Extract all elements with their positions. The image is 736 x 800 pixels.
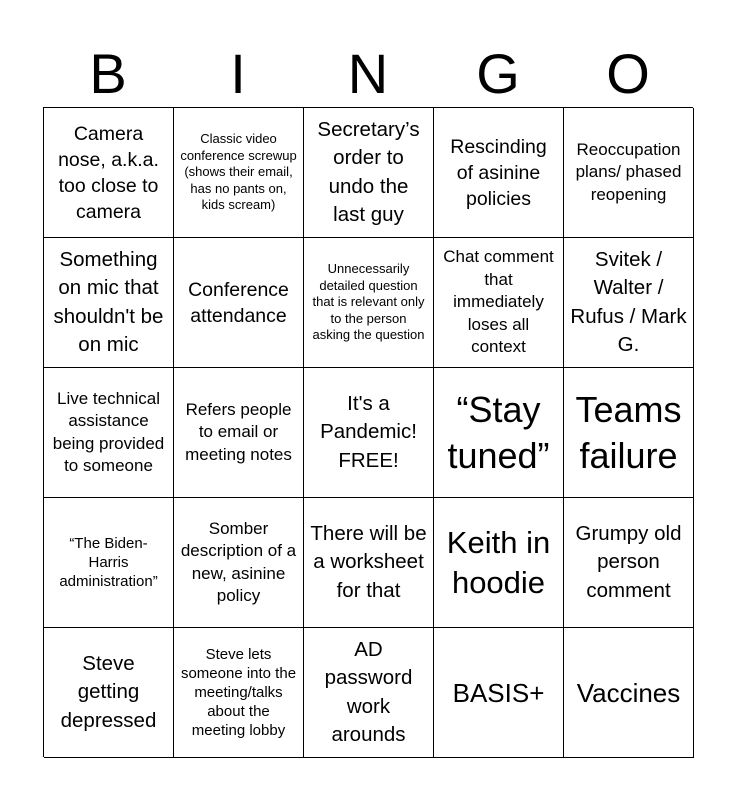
cell-text: Live technical assistance being provided to someone — [52, 388, 165, 475]
bingo-cell-r5-c3[interactable] — [304, 628, 434, 758]
header-letter-n: N — [347, 42, 389, 105]
bingo-cell-r2-c4[interactable] — [434, 238, 564, 368]
bingo-cell-r4-c2[interactable] — [174, 498, 304, 628]
cell-text: Svitek / Walter / Rufus / Mark G. — [570, 247, 687, 356]
cell-text: Conference attendance — [188, 278, 289, 327]
bingo-cell-r3-c4[interactable] — [434, 368, 564, 498]
cell-text: Steve getting depressed — [60, 651, 157, 732]
bingo-cell-r5-c5[interactable] — [564, 628, 694, 758]
bingo-cell-r5-c1[interactable] — [44, 628, 174, 758]
bingo-header — [43, 42, 693, 106]
header-letter-o: O — [606, 42, 650, 105]
cell-text: Secretary’s order to undo the last guy — [317, 117, 420, 226]
cell-text: Classic video conference screwup (shows their email, has no pants on, kids scream) — [180, 131, 297, 213]
cell-text: Keith in hoodie — [446, 524, 551, 600]
bingo-cell-r1-c1[interactable] — [44, 108, 174, 238]
cell-text: BASIS+ — [452, 677, 545, 708]
cell-text: Something on mic that shouldn't be on mic — [53, 247, 164, 356]
cell-text: Somber description of a new, asinine policy — [180, 518, 297, 605]
bingo-cell-r2-c5[interactable] — [564, 238, 694, 368]
cell-text: AD password work arounds — [324, 637, 413, 746]
header-letter-b: B — [89, 42, 127, 105]
bingo-cell-r5-c2[interactable] — [174, 628, 304, 758]
cell-text: Reoccupation plans/ phased reopening — [575, 139, 682, 204]
bingo-cell-r4-c1[interactable] — [44, 498, 174, 628]
header-letter-i: I — [230, 42, 246, 105]
bingo-cell-r1-c2[interactable] — [174, 108, 304, 238]
bingo-cell-r1-c4[interactable] — [434, 108, 564, 238]
bingo-cell-r4-c5[interactable] — [564, 498, 694, 628]
bingo-cell-r3-c5[interactable] — [564, 368, 694, 498]
bingo-cell-r2-c3[interactable] — [304, 238, 434, 368]
bingo-cell-r3-c2[interactable] — [174, 368, 304, 498]
bingo-cell-r1-c3[interactable] — [304, 108, 434, 238]
cell-text: Refers people to email or meeting notes — [185, 399, 292, 464]
cell-text: There will be a worksheet for that — [310, 521, 427, 602]
bingo-cell-r3-c3[interactable] — [304, 368, 434, 498]
cell-text: “The Biden-Harris administration” — [59, 535, 158, 590]
cell-text: “Stay tuned” — [447, 388, 550, 476]
bingo-cell-r5-c4[interactable] — [434, 628, 564, 758]
bingo-cell-r2-c1[interactable] — [44, 238, 174, 368]
header-letter-g: G — [476, 42, 520, 105]
cell-text: Camera nose, a.k.a. too close to camera — [58, 122, 159, 223]
bingo-cell-r3-c1[interactable] — [44, 368, 174, 498]
bingo-cell-r4-c3[interactable] — [304, 498, 434, 628]
cell-text: Steve lets someone into the meeting/talks about the meeting lobby — [180, 646, 297, 739]
bingo-cell-r1-c5[interactable] — [564, 108, 694, 238]
cell-text: It's a Pandemic! FREE! — [320, 391, 417, 472]
bingo-board — [43, 107, 693, 757]
cell-text: Grumpy old person comment — [575, 521, 682, 602]
cell-text: Rescinding of asinine policies — [450, 135, 547, 210]
bingo-cell-r2-c2[interactable] — [174, 238, 304, 368]
cell-text: Teams failure — [575, 388, 682, 476]
cell-text: Chat comment that immediately loses all context — [443, 247, 554, 357]
bingo-cell-r4-c4[interactable] — [434, 498, 564, 628]
cell-text: Vaccines — [576, 677, 681, 708]
cell-text: Unnecessarily detailed question that is relevant only to the person asking the question — [312, 261, 425, 343]
